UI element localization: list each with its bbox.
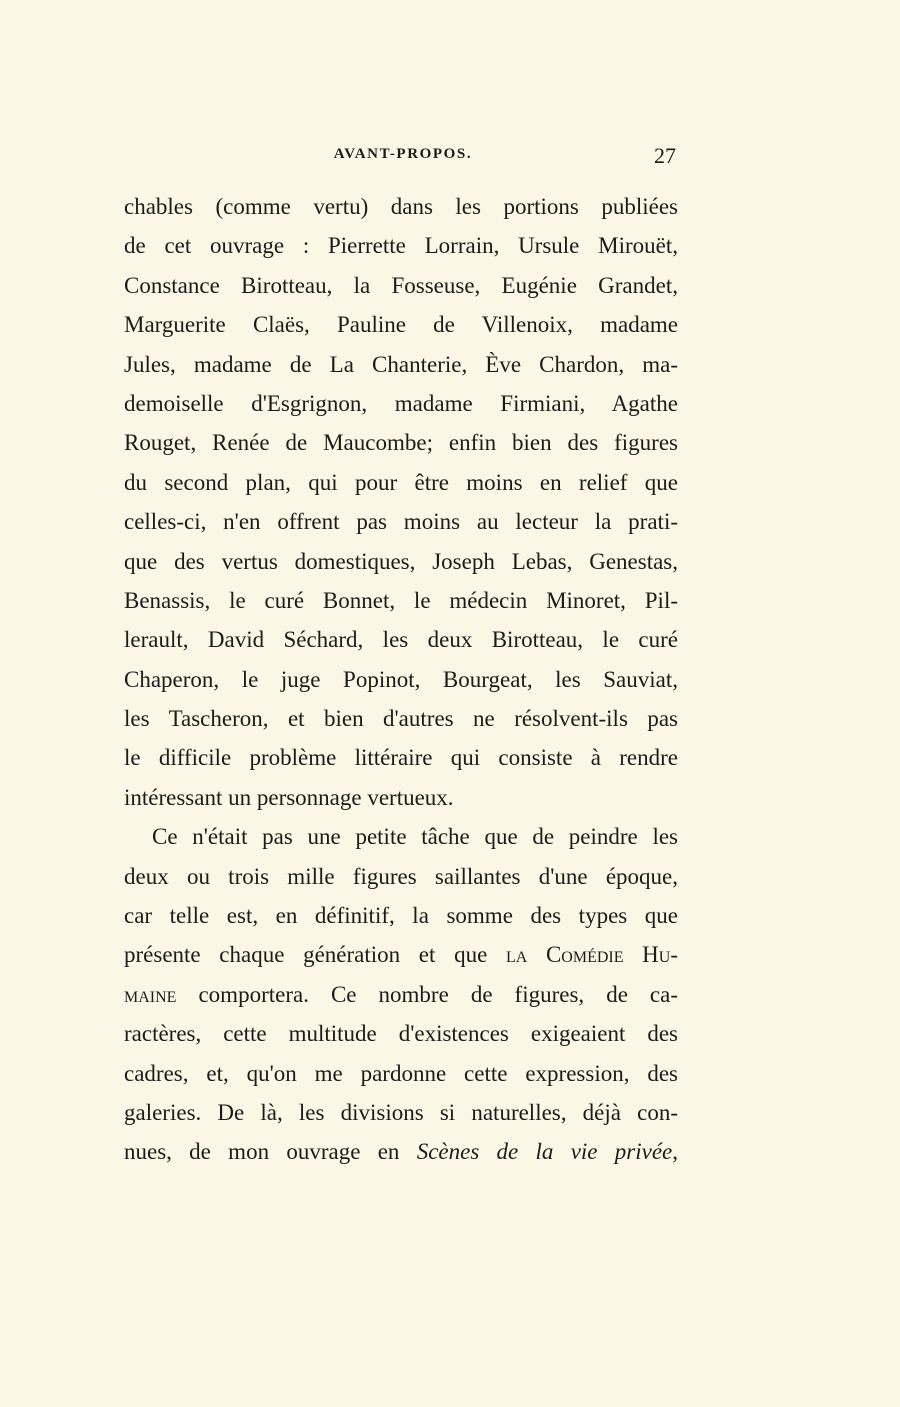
text-line: chables (comme vertu) dans les portions publiées xyxy=(124,194,678,219)
text-segment: , xyxy=(672,1139,678,1165)
paragraph-end-line: intéressant un personnage vertueux. xyxy=(124,784,454,810)
text-line: lerault, David Séchard, les deux Birotteau, le curé xyxy=(124,627,678,653)
text-segment: comportera. Ce nombre de figures, de ca- xyxy=(198,981,678,1007)
body-text xyxy=(124,187,678,1172)
work-title-small-caps: la Comédie Hu- xyxy=(505,942,678,968)
text-line: Marguerite Claës, Pauline de Villenoix, madame xyxy=(124,312,678,338)
text-line: deux ou trois mille figures saillantes d'une époque, xyxy=(124,863,678,889)
text-line xyxy=(124,1132,678,1171)
running-head xyxy=(124,143,678,170)
paragraph-start-line: Ce n'était pas une petite tâche que de peindre les xyxy=(152,824,678,850)
text-line: demoiselle d'Esgrignon, madame Firmiani, Agathe xyxy=(124,390,678,416)
running-title: AVANT-PROPOS. xyxy=(333,146,473,162)
text-line: Constance Birotteau, la Fosseuse, Eugénie Grandet, xyxy=(124,272,678,298)
text-line xyxy=(124,975,678,1014)
text-line: le difficile problème littéraire qui consiste à rendre xyxy=(124,745,678,771)
text-line: car telle est, en définitif, la somme des types que xyxy=(124,903,678,929)
text-segment: présente chaque génération et que xyxy=(124,942,488,968)
text-segment: nues, de mon ouvrage en xyxy=(124,1139,400,1165)
text-line xyxy=(124,935,678,974)
page-number: 27 xyxy=(654,143,676,168)
text-line: de cet ouvrage : Pierrette Lorrain, Ursule Mirouët, xyxy=(124,233,678,259)
italic-title: Scènes de la vie privée xyxy=(416,1139,673,1165)
text-line: du second plan, qui pour être moins en relief que xyxy=(124,469,678,495)
text-line: Jules, madame de La Chanterie, Ève Chardon, ma- xyxy=(124,351,678,377)
text-line: que des vertus domestiques, Joseph Lebas, Genestas, xyxy=(124,548,678,574)
text-line: ractères, cette multitude d'existences exigeaient des xyxy=(124,1021,678,1047)
work-title-small-caps: maine xyxy=(124,981,177,1007)
text-line: galeries. De là, les divisions si naturelles, déjà con- xyxy=(124,1099,678,1125)
text-line: les Tascheron, et bien d'autres ne résolvent-ils pas xyxy=(124,706,678,732)
text-line: Chaperon, le juge Popinot, Bourgeat, les Sauviat, xyxy=(124,666,678,692)
text-line: Rouget, Renée de Maucombe; enfin bien des figures xyxy=(124,430,678,456)
text-line: cadres, et, qu'on me pardonne cette expression, des xyxy=(124,1060,678,1086)
text-line: Benassis, le curé Bonnet, le médecin Minoret, Pil- xyxy=(124,587,678,613)
text-line: celles-ci, n'en offrent pas moins au lecteur la prati- xyxy=(124,509,678,535)
